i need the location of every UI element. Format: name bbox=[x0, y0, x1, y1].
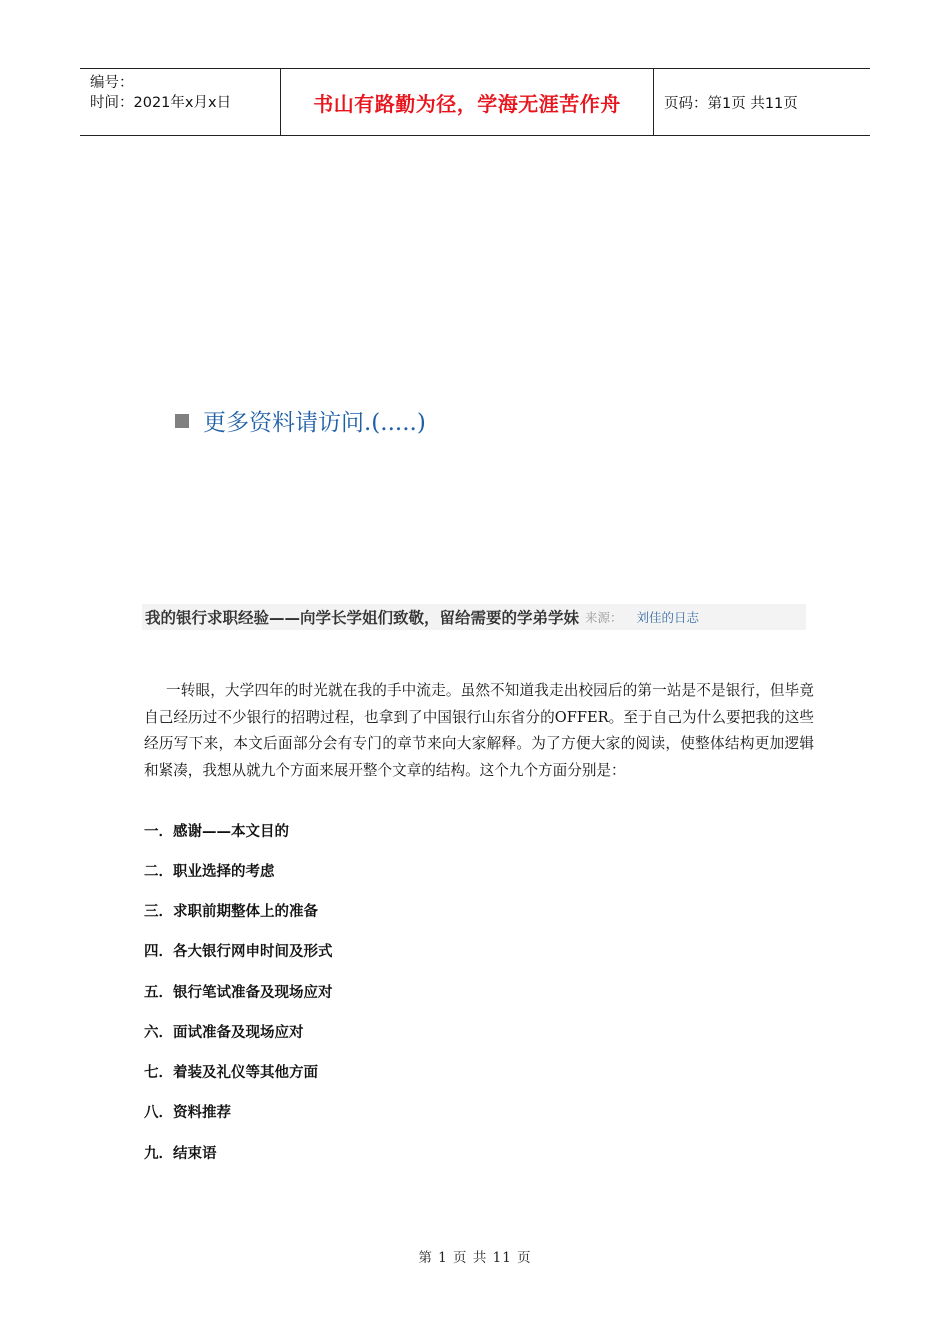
header-meta-cell bbox=[80, 69, 281, 135]
square-bullet-icon bbox=[175, 414, 189, 428]
toc-item: 六．面试准备及现场应对 bbox=[144, 1025, 304, 1041]
document-header bbox=[80, 68, 870, 136]
toc-item: 九．结束语 bbox=[144, 1146, 217, 1162]
page-footer: 第 1 页 共 11 页 bbox=[418, 1250, 532, 1266]
article-title-bar bbox=[142, 604, 806, 630]
source-link[interactable]: 刘佳的日志 bbox=[636, 610, 700, 625]
toc-item: 四．各大银行网申时间及形式 bbox=[144, 944, 333, 960]
number-label: 编号： bbox=[90, 75, 134, 91]
toc-item: 一．感谢——本文目的 bbox=[144, 824, 289, 840]
toc-item: 七．着装及礼仪等其他方面 bbox=[144, 1065, 318, 1081]
toc-item: 三．求职前期整体上的准备 bbox=[144, 904, 318, 920]
toc-item: 八．资料推荐 bbox=[144, 1105, 231, 1121]
header-page-cell bbox=[654, 69, 870, 135]
more-resources-link[interactable] bbox=[175, 404, 426, 437]
more-resources-text: 更多资料请访问.(.....) bbox=[203, 410, 426, 436]
toc-item: 五．银行笔试准备及现场应对 bbox=[144, 985, 333, 1001]
page-info: 页码：第1页 共11页 bbox=[664, 95, 798, 112]
source-label: 来源： bbox=[585, 610, 623, 625]
motto-text: 书山有路勤为径，学海无涯苦作舟 bbox=[313, 91, 621, 116]
article-title: 我的银行求职经验——向学长学姐们致敬，留给需要的学弟学妹 bbox=[145, 609, 580, 627]
header-motto-cell bbox=[281, 69, 654, 135]
time-label: 时间：2021年x月x日 bbox=[90, 95, 232, 111]
toc-item: 二．职业选择的考虑 bbox=[144, 864, 275, 880]
intro-paragraph: 一转眼，大学四年的时光就在我的手中流走。虽然不知道我走出校园后的第一站是不是银行，但毕竟自己经历过不少银行的招聘过程，也拿到了中国银行山东省分的OFFER。至于自己为什么要把我的这些经历写下来，本文后面部分会有专门的章节来向大家解释。为了方便大家的阅读，使整体结构更加逻辑和紧凑，我想从就九个方面来展开整个文章的结构。这个九个方面分别是： bbox=[144, 682, 814, 779]
